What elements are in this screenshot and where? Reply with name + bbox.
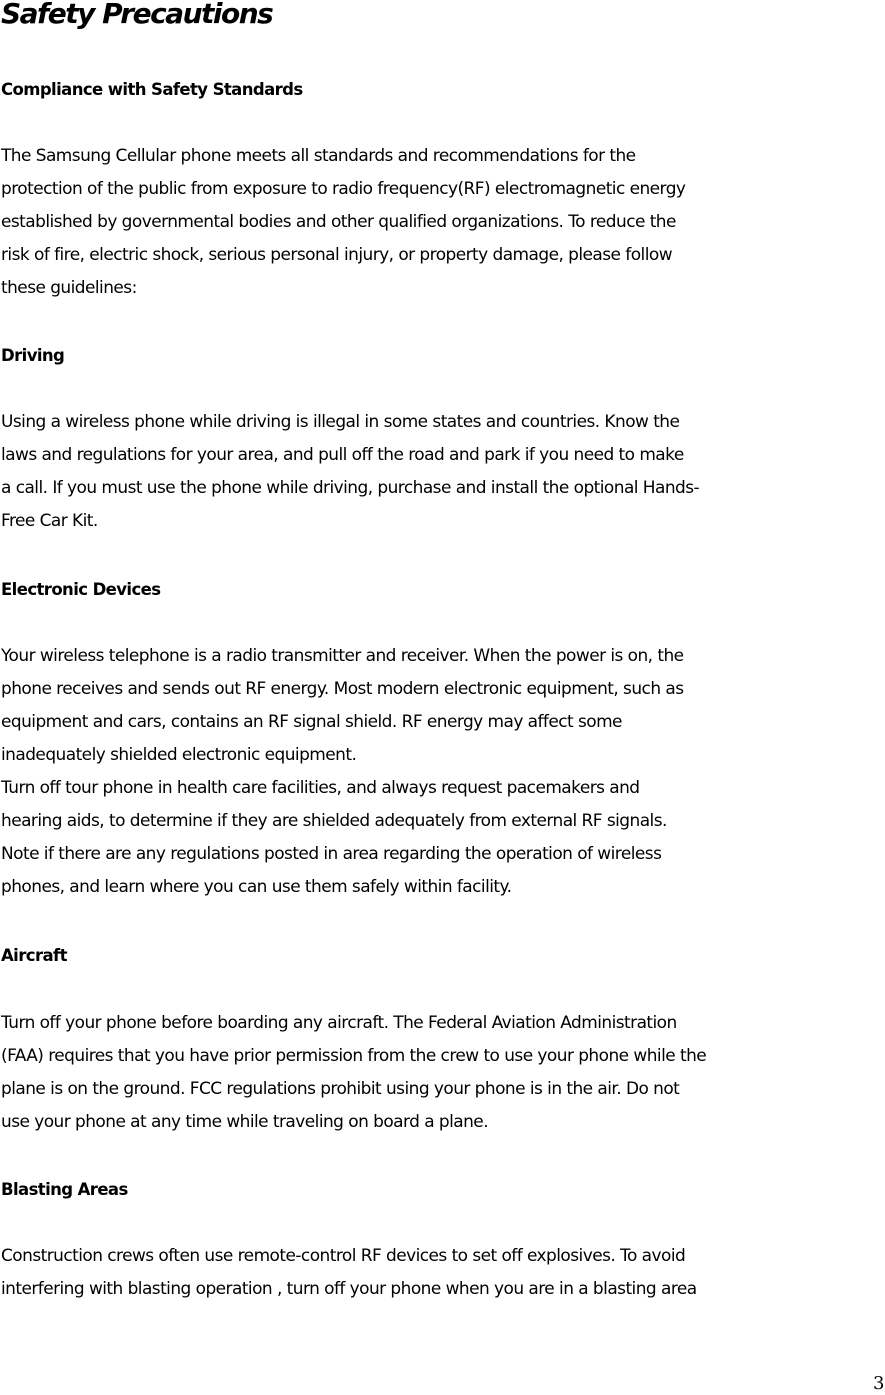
section-body-compliance	[1, 145, 885, 310]
page-number: 3	[873, 1373, 885, 1394]
paragraph-line: phones, and learn where you can use them safely within facility.	[1, 877, 512, 897]
paragraph-line: hearing aids, to determine if they are shielded adequately from external RF signals.	[1, 811, 667, 831]
paragraph-line: The Samsung Cellular phone meets all standards and recommendations for the	[1, 146, 636, 166]
section-body-blasting-areas	[1, 1245, 885, 1311]
paragraph-line: (FAA) requires that you have prior permission from the crew to use your phone while the	[1, 1046, 707, 1066]
paragraph-line: phone receives and sends out RF energy. Most modern electronic equipment, such as	[1, 679, 684, 699]
paragraph-line: established by governmental bodies and other qualified organizations. To reduce the	[1, 212, 676, 232]
paragraph-line: Construction crews often use remote-control RF devices to set off explosives. To avoid	[1, 1246, 686, 1266]
paragraph-line: protection of the public from exposure to radio frequency(RF) electromagnetic energy	[1, 179, 686, 199]
paragraph-line: a call. If you must use the phone while driving, purchase and install the optional Hands-	[1, 478, 700, 498]
paragraph-line: plane is on the ground. FCC regulations prohibit using your phone is in the air. Do not	[1, 1079, 680, 1099]
paragraph-line: Turn off tour phone in health care facilities, and always request pacemakers and	[1, 778, 640, 798]
page-title: Safety Precautions	[1, 0, 273, 30]
paragraph-line: equipment and cars, contains an RF signal shield. RF energy may affect some	[1, 712, 622, 732]
paragraph-line: Free Car Kit.	[1, 511, 98, 531]
paragraph-line: Using a wireless phone while driving is illegal in some states and countries. Know the	[1, 412, 680, 432]
section-body-driving	[1, 411, 885, 543]
section-body-electronic-devices	[1, 645, 885, 909]
paragraph-line: interfering with blasting operation , turn off your phone when you are in a blasting area	[1, 1279, 697, 1299]
paragraph-line: Your wireless telephone is a radio transmitter and receiver. When the power is on, the	[1, 646, 684, 666]
paragraph-line: inadequately shielded electronic equipment.	[1, 745, 357, 765]
paragraph-line: these guidelines:	[1, 278, 137, 298]
paragraph-line: Note if there are any regulations posted in area regarding the operation of wireless	[1, 844, 662, 864]
paragraph-line: risk of fire, electric shock, serious personal injury, or property damage, please follow	[1, 245, 673, 265]
section-heading-compliance: Compliance with Safety Standards	[1, 80, 303, 99]
section-heading-blasting-areas: Blasting Areas	[1, 1180, 128, 1199]
paragraph-line: laws and regulations for your area, and pull off the road and park if you need to make	[1, 445, 684, 465]
paragraph-line: Turn off your phone before boarding any aircraft. The Federal Aviation Administration	[1, 1013, 677, 1033]
section-body-aircraft	[1, 1012, 885, 1144]
section-heading-electronic-devices: Electronic Devices	[1, 580, 161, 599]
paragraph-line: use your phone at any time while traveling on board a plane.	[1, 1112, 489, 1132]
section-heading-driving: Driving	[1, 346, 65, 365]
section-heading-aircraft: Aircraft	[1, 946, 67, 965]
